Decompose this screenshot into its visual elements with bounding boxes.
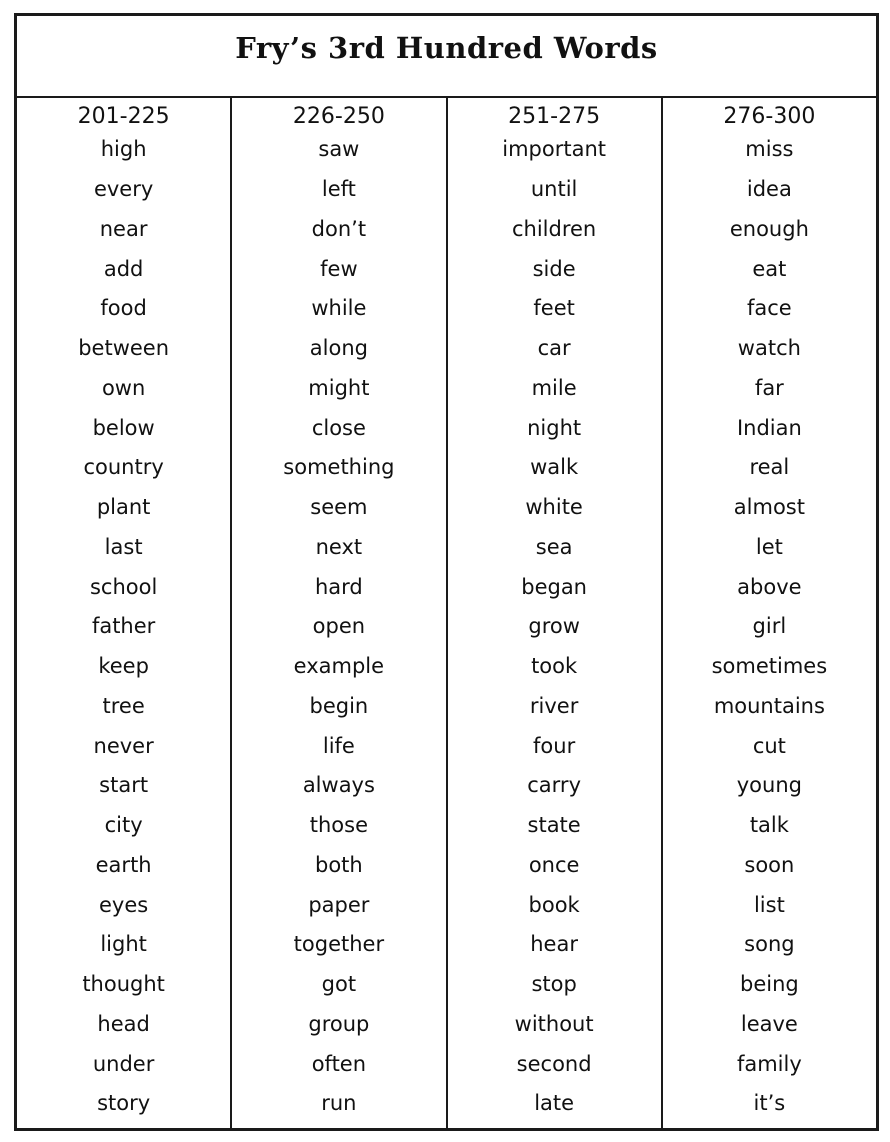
sight-word: begin	[309, 693, 369, 718]
sight-word: young	[736, 773, 802, 798]
sight-word: let	[755, 534, 783, 559]
sight-word: carry	[527, 773, 581, 798]
sight-word: group	[308, 1011, 370, 1036]
sight-word: might	[308, 375, 370, 400]
word-list-sheet	[14, 13, 879, 1131]
sight-word: food	[100, 296, 147, 321]
sight-word: almost	[733, 495, 805, 519]
sight-word: close	[311, 415, 366, 440]
sight-word: got	[321, 972, 357, 996]
sight-word: important	[502, 137, 606, 162]
sight-word: story	[97, 1091, 151, 1116]
word-column-4	[663, 98, 876, 1128]
word-list	[17, 134, 230, 1128]
sight-word: children	[511, 216, 597, 241]
sight-word: Indian	[736, 415, 802, 440]
column-header: 201-225	[77, 104, 170, 129]
sight-word: river	[529, 693, 579, 718]
sight-word: grow	[528, 614, 580, 639]
sight-word: talk	[749, 813, 789, 837]
column-header: 251-275	[508, 104, 601, 129]
sight-word: stop	[531, 972, 577, 996]
sight-word: paper	[308, 892, 370, 917]
word-column-2	[232, 98, 447, 1128]
sight-word: country	[83, 455, 164, 480]
sight-word: watch	[737, 336, 801, 360]
sight-word: own	[101, 375, 146, 400]
sight-word: hear	[530, 932, 578, 957]
sight-word: near	[99, 216, 148, 241]
sight-word: start	[99, 773, 149, 798]
sight-word: father	[91, 614, 156, 639]
sight-word: while	[311, 296, 367, 321]
sight-word: four	[533, 733, 576, 758]
sight-word: add	[103, 256, 144, 281]
word-columns	[17, 98, 876, 1128]
sight-word: last	[104, 534, 143, 559]
sight-word: side	[532, 256, 576, 281]
sight-word: second	[516, 1051, 592, 1076]
column-header: 226-250	[292, 104, 385, 129]
sight-word: few	[320, 256, 358, 281]
sight-word: earth	[95, 852, 152, 877]
sight-word: once	[528, 852, 580, 877]
sight-word: white	[525, 495, 583, 519]
sight-word: light	[100, 932, 147, 957]
sight-word: both	[315, 852, 363, 877]
sight-word: cut	[752, 733, 786, 758]
sight-word: enough	[729, 216, 809, 241]
sight-word: together	[293, 932, 385, 957]
sight-word: mile	[531, 375, 577, 400]
sight-word: thought	[82, 972, 165, 996]
sight-word: eyes	[99, 892, 149, 917]
sight-word: often	[311, 1051, 367, 1076]
word-list	[232, 134, 445, 1128]
sight-word: leave	[740, 1011, 798, 1036]
sight-word: under	[92, 1051, 155, 1076]
sight-word: don’t	[311, 216, 367, 241]
page-title: Fry’s 3rd Hundred Words	[235, 31, 658, 65]
sight-word: family	[736, 1051, 802, 1076]
sight-word: every	[93, 177, 154, 201]
column-header: 276-300	[723, 104, 816, 129]
sight-word: until	[530, 177, 578, 201]
word-list	[663, 134, 876, 1128]
sight-word: late	[534, 1091, 575, 1116]
sight-word: head	[97, 1011, 150, 1036]
sight-word: along	[309, 336, 368, 360]
sight-word: city	[104, 813, 143, 837]
sight-word: took	[531, 654, 578, 678]
sight-word: open	[312, 614, 366, 639]
sight-word: girl	[752, 614, 787, 639]
sight-word: those	[309, 813, 368, 837]
title-band	[17, 16, 876, 98]
sight-word: car	[537, 336, 571, 360]
sight-word: walk	[530, 455, 579, 480]
sight-word: above	[737, 574, 802, 599]
sight-word: saw	[318, 137, 360, 162]
sight-word: feet	[533, 296, 575, 321]
sight-word: life	[322, 733, 355, 758]
sight-word: example	[293, 654, 385, 678]
sight-word: run	[321, 1091, 357, 1116]
sight-word: song	[744, 932, 795, 957]
sight-word: night	[527, 415, 582, 440]
sight-word: below	[92, 415, 155, 440]
sight-word: mountains	[713, 693, 825, 718]
word-list	[448, 134, 661, 1128]
sight-word: being	[740, 972, 799, 996]
sight-word: list	[753, 892, 785, 917]
word-column-1	[17, 98, 232, 1128]
sight-word: miss	[745, 137, 794, 162]
sight-word: without	[514, 1011, 594, 1036]
sight-word: real	[749, 455, 790, 480]
word-column-3	[448, 98, 663, 1128]
sight-word: something	[283, 455, 395, 480]
sight-word: plant	[96, 495, 151, 519]
sight-word: soon	[744, 852, 795, 877]
sight-word: eat	[752, 256, 787, 281]
sight-word: always	[302, 773, 375, 798]
sight-word: left	[321, 177, 356, 201]
sight-word: never	[93, 733, 154, 758]
sight-word: keep	[98, 654, 149, 678]
sight-word: hard	[314, 574, 363, 599]
sight-word: school	[89, 574, 158, 599]
sight-word: next	[315, 534, 363, 559]
sight-word: high	[100, 137, 147, 162]
sight-word: far	[754, 375, 784, 400]
sight-word: idea	[746, 177, 792, 201]
sight-word: state	[527, 813, 581, 837]
sight-word: sometimes	[711, 654, 828, 678]
sight-word: book	[528, 892, 580, 917]
sight-word: face	[747, 296, 792, 321]
sight-word: tree	[102, 693, 145, 718]
sight-word: began	[521, 574, 587, 599]
sight-word: it’s	[753, 1091, 786, 1116]
sight-word: sea	[535, 534, 573, 559]
sight-word: between	[78, 336, 170, 360]
sight-word: seem	[310, 495, 368, 519]
